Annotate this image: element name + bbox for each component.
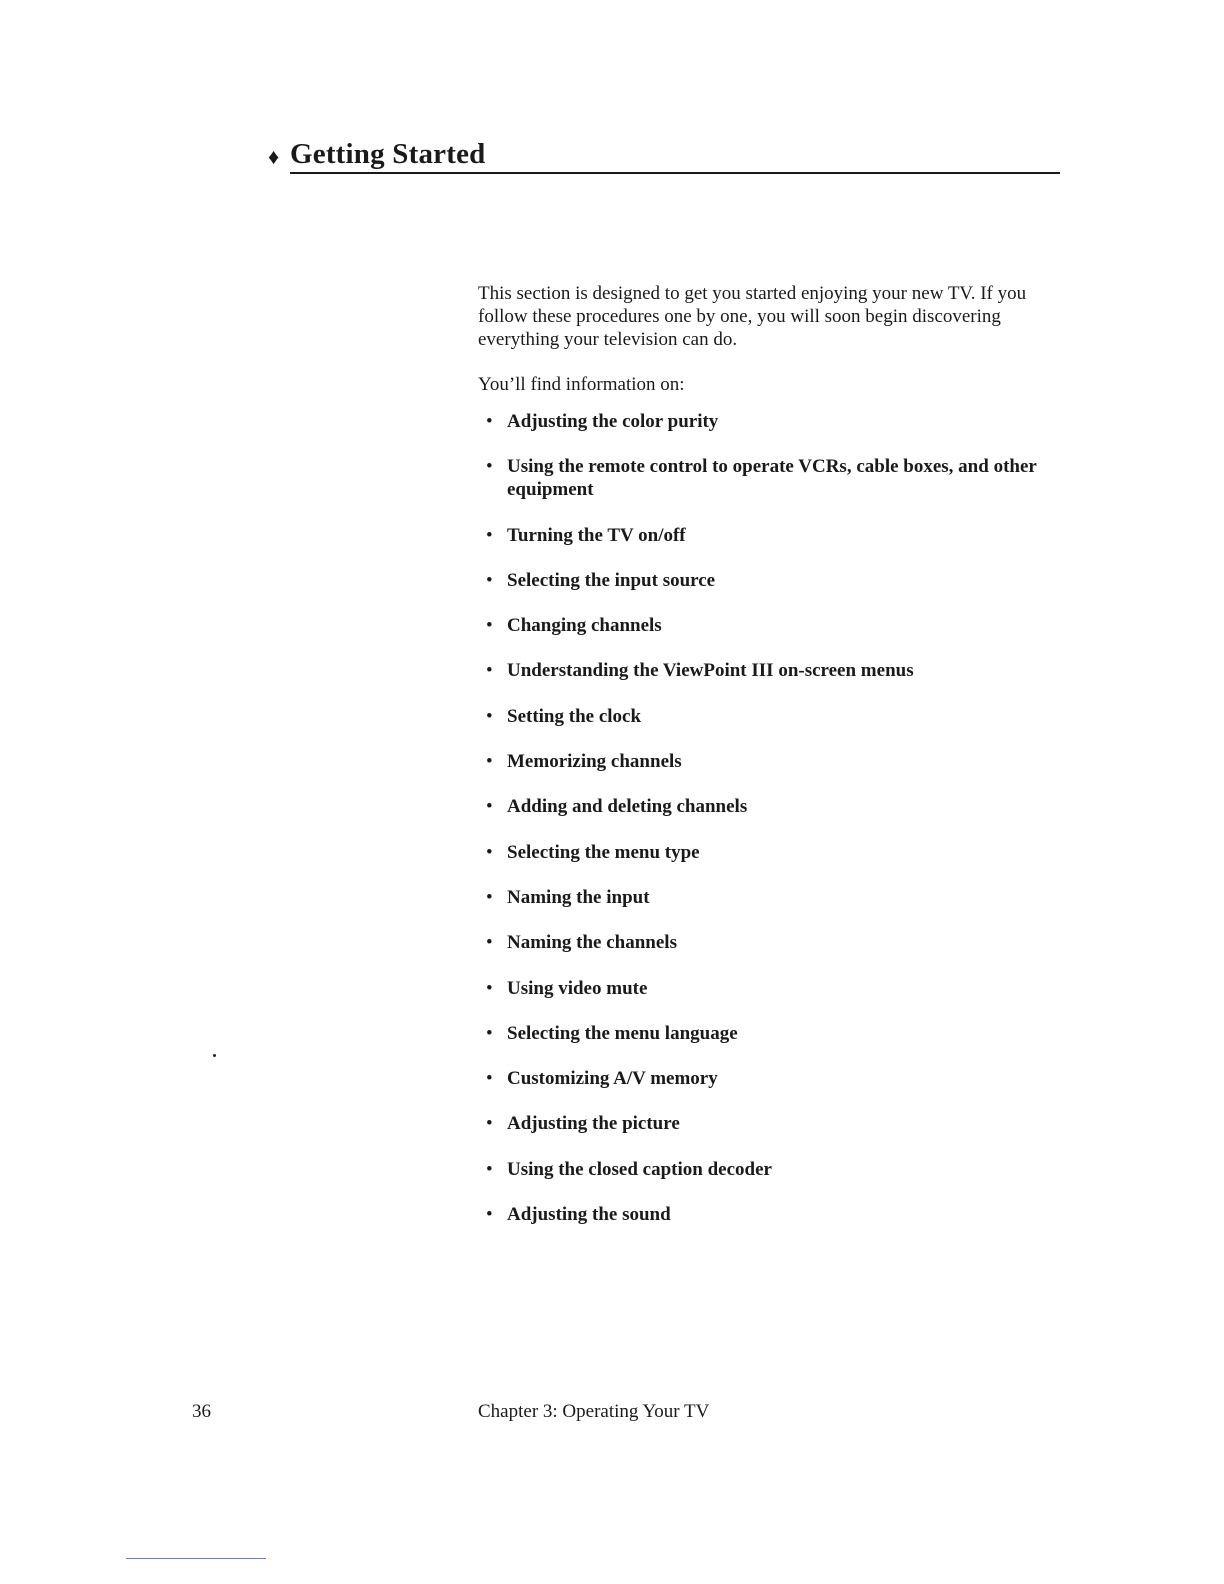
list-item xyxy=(478,841,1058,864)
list-item xyxy=(478,705,1058,728)
bullet-icon: • xyxy=(486,524,493,546)
bullet-icon: • xyxy=(486,1158,493,1180)
list-item xyxy=(478,455,1058,501)
bullet-icon: • xyxy=(486,1022,493,1044)
topic-text: Using the remote control to operate VCRs, cable boxes, and other equipment xyxy=(507,456,1037,501)
bullet-icon: • xyxy=(486,932,493,954)
section-header xyxy=(268,134,1060,176)
topic-text: Selecting the menu language xyxy=(507,1022,738,1044)
bullet-icon: • xyxy=(486,977,493,999)
topic-text: Understanding the ViewPoint III on-screen menus xyxy=(507,660,914,682)
bullet-icon: • xyxy=(486,569,493,591)
topic-list xyxy=(478,410,1058,1226)
bullet-icon: • xyxy=(486,886,493,908)
list-item xyxy=(478,977,1058,1000)
list-item xyxy=(478,795,1058,818)
list-item xyxy=(478,410,1058,433)
list-item xyxy=(478,1022,1058,1045)
page-title: Getting Started xyxy=(290,138,486,170)
bullet-icon: • xyxy=(486,1113,493,1135)
topic-text: Adding and deleting channels xyxy=(507,796,748,818)
bullet-icon: • xyxy=(486,751,493,773)
scan-speck xyxy=(213,1054,216,1057)
list-item xyxy=(478,886,1058,909)
footer-chapter-title: Chapter 3: Operating Your TV xyxy=(478,1401,710,1422)
topic-text: Memorizing channels xyxy=(507,751,682,773)
bullet-icon: • xyxy=(486,411,493,432)
bullet-icon: • xyxy=(486,1068,493,1090)
bullet-icon: • xyxy=(486,841,493,863)
bottom-edge-mark xyxy=(126,1558,266,1559)
list-item xyxy=(478,524,1058,547)
topic-text: Adjusting the color purity xyxy=(507,411,719,432)
bullet-icon: • xyxy=(486,456,493,478)
topic-text: Setting the clock xyxy=(507,705,642,727)
bullet-icon: • xyxy=(486,1204,493,1226)
topic-text: Selecting the menu type xyxy=(507,841,700,863)
topic-text: Using the closed caption decoder xyxy=(507,1158,772,1180)
list-item xyxy=(478,1158,1058,1181)
list-item xyxy=(478,659,1058,682)
topic-text: Adjusting the sound xyxy=(507,1204,671,1226)
topic-text: Naming the input xyxy=(507,886,650,908)
topic-text: Selecting the input source xyxy=(507,569,716,591)
bullet-icon: • xyxy=(486,660,493,682)
header-rule xyxy=(290,172,1060,174)
topic-text: Using video mute xyxy=(507,977,648,999)
intro-paragraph: This section is designed to get you started enjoying your new TV. If you follow these procedures one by one, you will soon begin discovering everything your television can do. xyxy=(478,283,1027,350)
list-item xyxy=(478,614,1058,637)
list-item xyxy=(478,1112,1058,1135)
bullet-icon: • xyxy=(486,615,493,637)
topic-text: Naming the channels xyxy=(507,932,677,954)
main-content xyxy=(478,282,1058,1248)
topic-text: Turning the TV on/off xyxy=(507,524,686,546)
list-item xyxy=(478,931,1058,954)
bullet-icon: • xyxy=(486,796,493,818)
lead-in-text: You’ll find information on: xyxy=(478,374,685,395)
list-item xyxy=(478,750,1058,773)
list-item xyxy=(478,1203,1058,1226)
list-item xyxy=(478,1067,1058,1090)
diamond-icon: ♦ xyxy=(268,144,280,169)
list-item xyxy=(478,569,1058,592)
bullet-icon: • xyxy=(486,705,493,727)
topic-text: Customizing A/V memory xyxy=(507,1068,718,1090)
topic-text: Changing channels xyxy=(507,615,662,637)
page-number: 36 xyxy=(192,1401,211,1422)
topic-text: Adjusting the picture xyxy=(507,1113,680,1135)
